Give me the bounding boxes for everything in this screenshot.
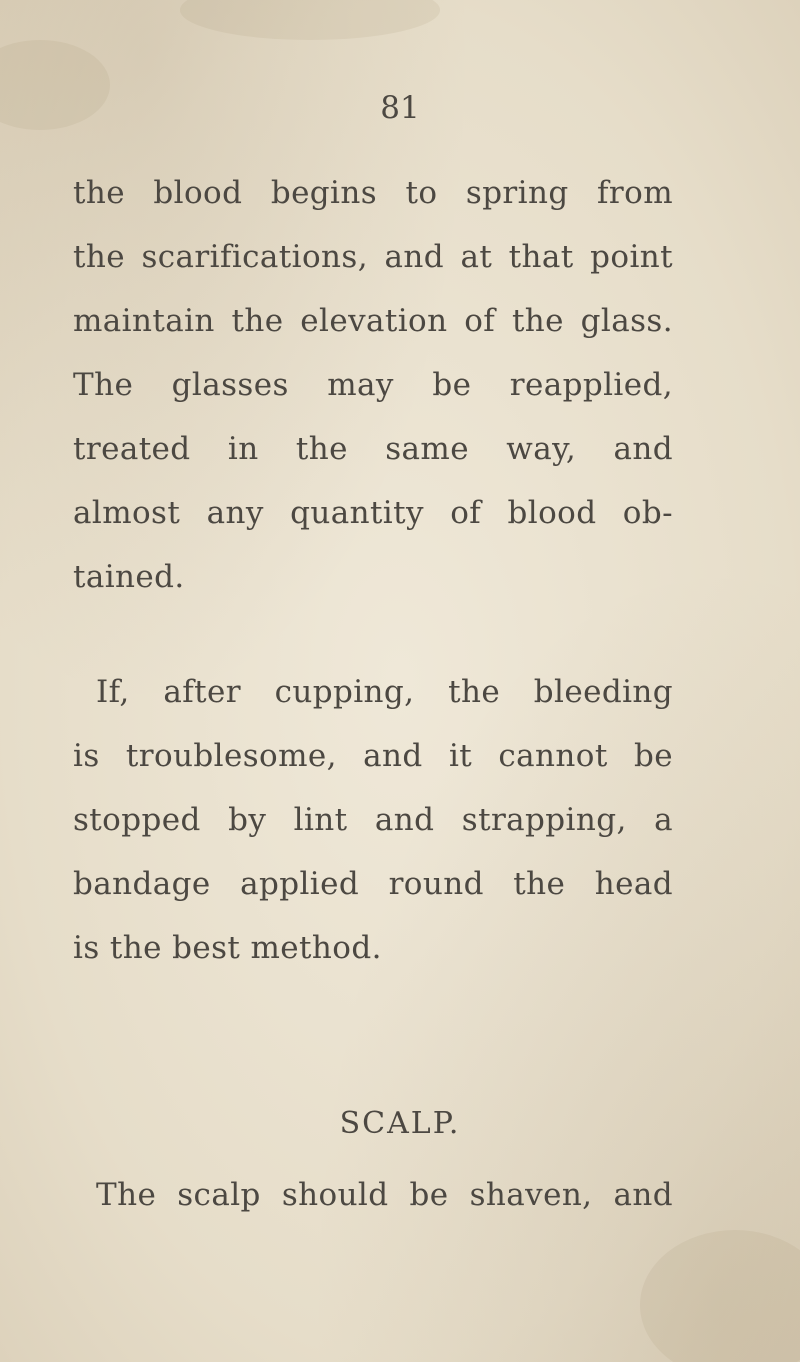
page-number: 81	[380, 90, 420, 126]
text-line: the scarifications, and at that point	[73, 239, 673, 275]
text-line: treated in the same way, and	[73, 431, 673, 467]
text-line: the blood begins to spring from	[73, 175, 673, 211]
paper-stain	[180, 0, 440, 40]
text-line: is the best method.	[73, 930, 382, 966]
text-line: is troublesome, and it cannot be	[73, 738, 673, 774]
text-line: almost any quantity of blood ob-	[73, 495, 673, 531]
text-line: bandage applied round the head	[73, 866, 673, 902]
text-line: The scalp should be shaven, and	[96, 1177, 673, 1213]
text-line: tained.	[73, 559, 185, 595]
section-heading: SCALP.	[339, 1106, 461, 1141]
text-line: The glasses may be reapplied,	[73, 367, 673, 403]
paper-stain	[640, 1230, 800, 1362]
text-line: If, after cupping, the bleeding	[96, 674, 673, 710]
text-line: maintain the elevation of the glass.	[73, 303, 673, 339]
text-line: stopped by lint and strapping, a	[73, 802, 673, 838]
